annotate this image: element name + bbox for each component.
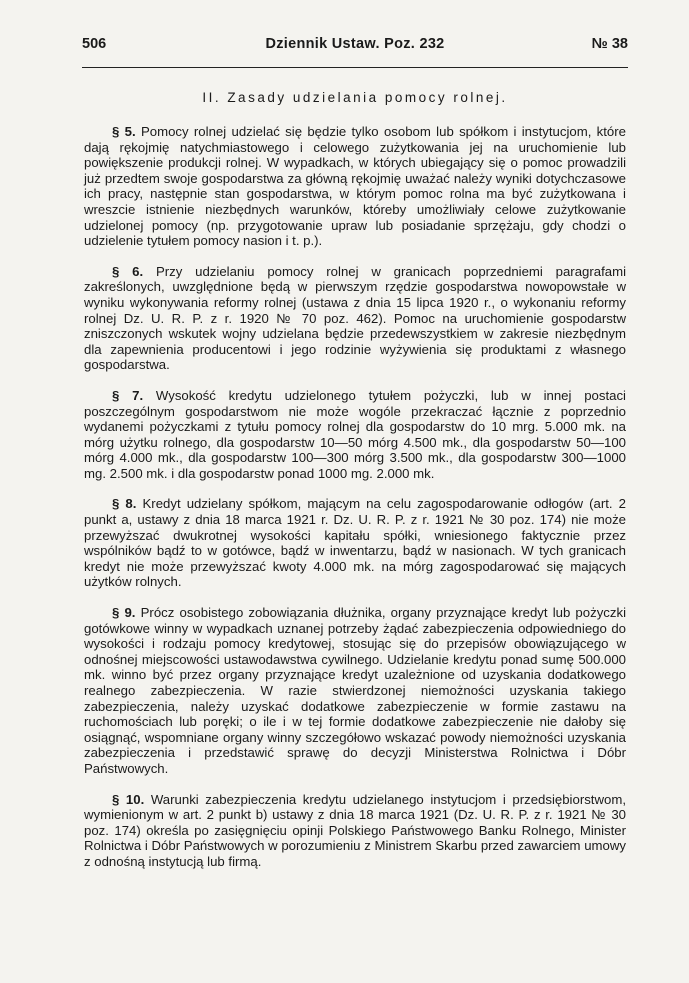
paragraph-6 — [84, 264, 626, 373]
paragraph-9 — [84, 605, 626, 777]
section-label: § 7. — [112, 387, 144, 403]
section-label: § 5. — [112, 124, 136, 139]
document-body — [84, 124, 626, 870]
paragraph-text: Przy udzielaniu pomocy rolnej w granicach poprzedniemi paragrafami zakreślonych, uwzględnione będą w pierwszym rzędzie gospodarstwa nowopowstałe w wyniku wykonywania reformy rolnej (ustawa z dnia 15 lipca 1920 r., o wykonaniu reformy rolnej Dz. U. R. P. z r. 1920 № 70 poz. 462). Pomoc na uruchomienie gospodarstw zniszczonych wskutek wojny udzielana będzie przedewszystkiem w zakresie niezbędnym dla zapewnienia producentowi i jego rodzinie wyżywienia się produktami z własnego gospodarstwa. — [84, 263, 626, 373]
journal-title: Dziennik Ustaw. Poz. 232 — [265, 36, 445, 52]
section-label: § 9. — [112, 605, 136, 621]
paragraph-text: Warunki zabezpieczenia kredytu udzielanego instytucjom i przedsiębiorstwom, wymienionym w art. 2 punkt b) ustawy z dnia 18 marca 1921 (Dz. U. R. P. z r. 1921 № 30 poz. 174) określa po zasięgnięciu opinji Polskiego Państwowego Banku Rolnego, Minister Rolnictwa i Dóbr Państwowych w porozumieniu z Ministrem Skarbu przed zawarciem umowy z odnośną instytucją lub firmą. — [84, 791, 626, 869]
paragraph-text: Pomocy rolnej udzielać się będzie tylko osobom lub spółkom i instytucjom, które dają rękojmię natychmiastowego i celowego zużytkowania jej na uruchomienie lub powiększenie produkcji rolnej. W wypadkach, w których ubiegający się o pomoc prowadzili już przedtem swoje gospodarstwa za główną rękojmię uważać należy wyniki dotychczasowe ich pracy, następnie stan gospodarstwa, w którym pomoc rolna ma być zużytkowana i wreszcie istnienie niezbędnych warunków, któreby umożliwiały celowe zużytkowanie udzielonej pomocy (np. przygotowanie upraw lub posiadanie sprzężaju, gdy chodzi o udzielenie tytułem pomocy nasion i t. p.). — [84, 124, 626, 249]
page-header — [82, 36, 628, 58]
section-label: § 6. — [112, 263, 144, 279]
paragraph-8 — [84, 496, 626, 590]
section-label: § 8. — [112, 496, 137, 512]
paragraph-5 — [84, 124, 626, 249]
paragraph-text: Kredyt udzielany spółkom, mającym na celu zagospodarowanie odłogów (art. 2 punkt a, ustawy z dnia 18 marca 1921 r. Dz. U. R. P. z r. 1921 № 30 poz. 174) nie może przewyższać dwukrotnej wysokości kapitału spółki, wniesionego faktycznie przez wspólników bądź to w gotówce, bądź w inwentarzu, bądź w nasionach. W tych granicach kredyt nie może przewyższać kwoty 4.000 mk. na mórg zagospodarować się mających użytków rolnych. — [84, 496, 627, 590]
header-divider — [82, 67, 628, 68]
section-title: II. Zasady udzielania pomocy rolnej. — [202, 90, 508, 105]
issue-number: № 38 — [591, 36, 628, 52]
page-number: 506 — [82, 36, 107, 52]
paragraph-text: Wysokość kredytu udzielonego tytułem pożyczki, lub w innej postaci poszczególnym gospodarstwom nie może wogóle przekraczać łącznie z poprzednio wydanemi pożyczkami z tytułu pomocy rolnej dla gospodarstw do 10 mrg. 5.000 mk. na mórg użytku rolnego, dla gospodarstw 10—50 mórg 4.500 mk., dla gospodarstw 50—100 mórg 4.000 mk., dla gospodarstw 100—300 mórg 3.500 mk., dla gospodarstw 300—1000 mg. 2.500 mk. i dla gospodarstw ponad 1000 mg. 2.000 mk. — [84, 387, 626, 481]
paragraph-7 — [84, 388, 626, 482]
section-label: § 10. — [112, 791, 145, 807]
paragraph-10 — [84, 792, 626, 870]
paragraph-text: Prócz osobistego zobowiązania dłużnika, organy przyznające kredyt lub pożyczki gotówkowe winny w wypadkach uznanej potrzeby żądać zabezpieczenia odpowiedniego do wysokości i rodzaju pomocy kredytowej, stosując się do przepisów obowiązującego w odnośnej miejscowości ustawodawstwa cywilnego. Udzielanie kredytu ponad sumę 500.000 mk. winno być przez organy przyznające kredyt uzależnione od uzyskania dodatkowego realnego zabezpieczenia. W razie stwierdzonej niemożności uzyskania takiego zabezpieczenia, należy uzyskać dodatkowe zabezpieczenie w formie zastawu na ruchomościach lub poręki; o ile i w tej formie dodatkowe zabezpieczenie nie dałoby się osiągnąć, wspomniane organy winny szczegółowo wskazać powody niemożności uzyskania zabezpieczenia i przedstawić sprawę do decyzji Ministerstwa Rolnictwa i Dóbr Państwowych. — [84, 605, 626, 776]
